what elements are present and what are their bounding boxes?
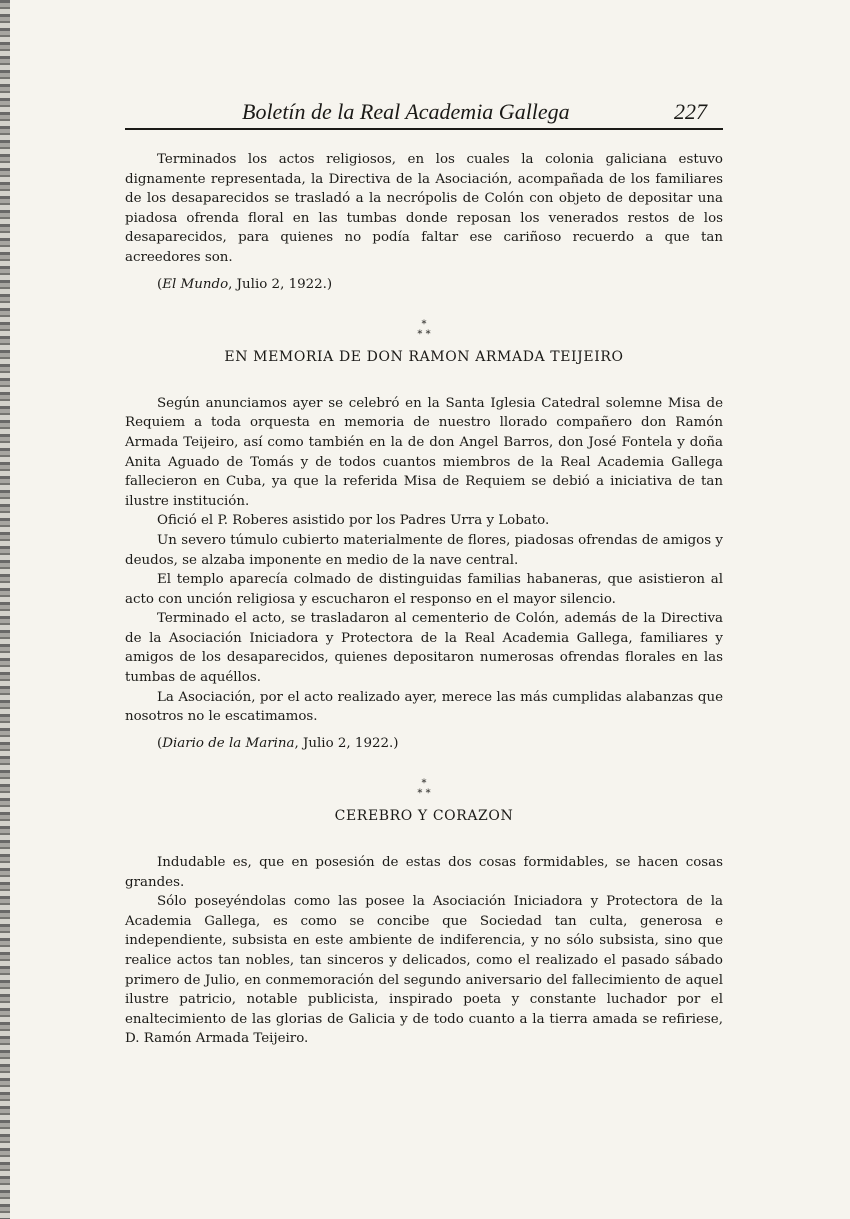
article-body (125, 150, 723, 1049)
document-page (125, 95, 723, 1049)
paragraph: Según anunciamos ayer se celebró en la Santa Iglesia Catedral solemne Misa de Requiem a toda orquesta en memoria de nuestro llorado compañero don Ramón Armada Teijeiro, así como también en la de don Angel Barros, don José Fontela y doña Anita Aguado de Tomás y de todos cuantos miembros de la Real Academia Gallega fallecieron en Cuba, ya que la referida Misa de Requiem se debió a iniciativa de tan ilustre institución. (125, 395, 723, 509)
paragraph: Terminado el acto, se trasladaron al cementerio de Colón, además de la Directiva de la Asociación Iniciadora y Protectora de la Real Academia Gallega, familiares y amigos de los desaparecidos, quienes depositaron numerosas ofrendas florales en las tumbas de aquéllos. (125, 611, 723, 686)
paragraph: El templo aparecía colmado de distinguidas familias habaneras, que asistieron al acto con unción religiosa y escucharon el responso en el mayor silencio. (125, 572, 723, 607)
separator-star: * (421, 319, 427, 331)
running-header (125, 95, 723, 130)
paragraph: Terminados los actos religiosos, en los cuales la colonia galiciana estuvo dignamente representada, la Directiva de la Asociación, acompañada de los familiares de los desaparecidos se trasladó a la necrópolis de Colón con objeto de depositar una piadosa ofrenda floral en las tumbas donde reposan los venerados restos de los desaparecidos, para quienes no podía faltar ese cariñoso recuerdo a que tan acreedores son. (125, 152, 723, 265)
paragraph: La Asociación, por el acto realizado ayer, merece las más cumplidas alabanzas que nosotros no le escatimamos. (125, 689, 723, 725)
source-date: , Julio 2, 1922.) (228, 276, 333, 292)
source-name: Diario de la Marina (162, 735, 295, 751)
source-date: , Julio 2, 1922.) (294, 735, 399, 751)
section-heading: CEREBRO Y CORAZON (334, 808, 514, 825)
source-citation: (Diario de la Marina, Julio 2, 1922.) (157, 735, 399, 751)
source-citation: (El Mundo, Julio 2, 1922.) (157, 276, 333, 292)
section-heading: EN MEMORIA DE DON RAMON ARMADA TEIJEIRO (224, 349, 624, 366)
paragraph: Sólo poseyéndolas como las posee la Asociación Iniciadora y Protectora de la Academia Gallega, es como se concibe que Sociedad tan culta, generosa e independiente, subsista en este ambiente de indiferencia, y no sólo subsista, sino que realice actos tan nobles, tan sinceros y delicados, como el realizado el pasado sábado primero de Julio, en conmemoración del segundo aniversario del fallecimiento de aquel ilustre patricio, notable publicista, inspirado poeta y constante luchador por el enaltecimiento de las glorias de Galicia y de todo cuanto a la tierra amada se refiriese, D. Ramón Armada Teijeiro. (125, 894, 723, 1047)
page-number: 227 (674, 99, 707, 124)
source-name: El Mundo (162, 276, 229, 292)
section-separator: * * * (125, 779, 723, 799)
paragraph: Un severo túmulo cubierto materialmente de flores, piadosas ofrendas de amigos y deudos, se alzaba imponente en medio de la nave central. (125, 532, 723, 568)
separator-star: * (421, 778, 427, 790)
paragraph: Indudable es, que en posesión de estas dos cosas formidables, se hacen cosas grandes. (125, 855, 723, 890)
paragraph: Ofició el P. Roberes asistido por los Padres Urra y Lobato. (157, 513, 550, 529)
book-binding-edge (0, 0, 10, 1219)
journal-title: Boletín de la Real Academia Gallega (242, 99, 570, 124)
section-separator: * * * (125, 320, 723, 340)
